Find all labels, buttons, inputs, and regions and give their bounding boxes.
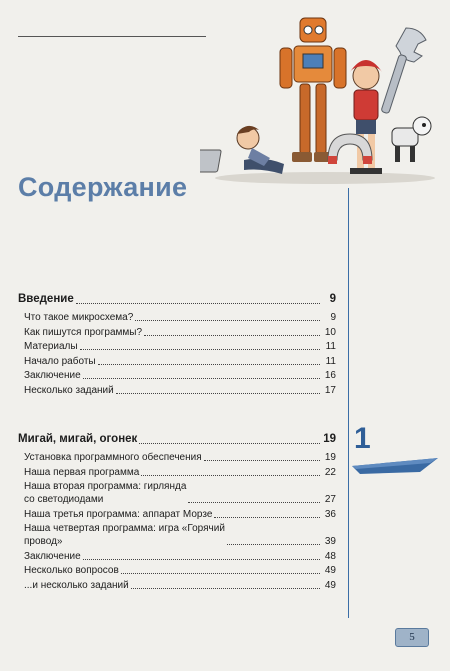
toc-entry[interactable] (18, 579, 336, 592)
dot-leader (204, 460, 320, 461)
toc-entry-page: 39 (324, 536, 336, 547)
toc-entry-page: 9 (329, 293, 336, 305)
toc-section-blink (18, 432, 336, 593)
toc-entry-label: Наша вторая программа: гирлянда со светодиодами (24, 481, 187, 505)
top-rule (18, 36, 206, 37)
toc-entry-label: Заключение (24, 370, 81, 381)
dot-leader (121, 573, 320, 574)
toc-entry-label: Мигай, мигай, огонек (18, 433, 138, 445)
dot-leader (141, 475, 320, 476)
toc-entry[interactable] (18, 384, 336, 397)
toc-entry-label: Наша первая программа (24, 466, 140, 478)
toc-entry[interactable] (18, 355, 336, 368)
toc-entry[interactable] (18, 451, 336, 464)
toc-entry-label: Наша четвертая программа: игра «Горячий провод» (24, 523, 225, 547)
toc-entry-page: 49 (324, 579, 336, 591)
dot-leader (83, 378, 320, 379)
chapter-swoosh-icon (350, 454, 442, 476)
toc-entry-label: Установка программного обеспечения (24, 452, 202, 463)
toc-entry-label: Несколько вопросов (24, 565, 119, 576)
toc-entry-page: 36 (324, 508, 336, 520)
toc-entry-page: 11 (325, 341, 336, 352)
dot-leader (98, 364, 320, 365)
toc-entry-page: 17 (324, 384, 336, 396)
toc-entry-page: 16 (324, 370, 336, 381)
dot-leader (139, 443, 320, 444)
dot-leader (188, 502, 320, 503)
toc-entry-label: Наша третья программа: аппарат Морзе (24, 508, 213, 520)
toc-entry[interactable] (18, 311, 336, 324)
toc-entry-label: Как пишутся программы? (24, 326, 143, 338)
robot-illustration (200, 10, 450, 185)
toc-entry[interactable] (18, 369, 336, 382)
chapter-side-rule (348, 188, 349, 618)
toc-entry-page: 11 (325, 355, 336, 367)
toc-entry-label: Начало работы (24, 355, 96, 367)
toc-entry-label: Несколько заданий (24, 384, 114, 396)
toc-entry[interactable] (18, 326, 336, 339)
toc-entry[interactable] (18, 522, 336, 548)
toc-entry-page: 19 (323, 433, 336, 445)
chapter-number: 1 (354, 422, 371, 455)
toc-entry[interactable] (18, 340, 336, 353)
toc-entry[interactable] (18, 508, 336, 521)
toc-entry-label: Материалы (24, 341, 78, 352)
toc-entry-label: Что такое микросхема? (24, 312, 134, 323)
toc-entry-page: 19 (324, 452, 336, 463)
toc-entry-page: 48 (324, 550, 336, 562)
dot-leader (116, 393, 320, 394)
dot-leader (131, 588, 320, 589)
page-title: Содержание (18, 172, 188, 202)
toc-entry-label: Заключение (24, 550, 81, 562)
boy-figure (200, 126, 284, 174)
toc-entry-label: Введение (18, 293, 74, 305)
robot-dog-figure (392, 117, 431, 162)
toc-entry[interactable] (18, 550, 336, 563)
page-number-badge: 5 (395, 628, 429, 647)
toc-entry-page: 10 (324, 326, 336, 338)
wrench-icon (381, 28, 426, 114)
toc-entry-page: 22 (324, 466, 336, 478)
toc-section-introduction (18, 292, 336, 398)
dot-leader (214, 517, 320, 518)
dot-leader (80, 349, 320, 350)
toc-entry[interactable] (18, 466, 336, 479)
dot-leader (76, 303, 320, 304)
toc-entry-page: 49 (324, 565, 336, 576)
toc-entry-page: 9 (330, 312, 336, 323)
toc-entry[interactable] (18, 564, 336, 577)
toc-entry-page: 27 (324, 494, 336, 505)
dot-leader (135, 320, 320, 321)
toc-entry[interactable] (18, 292, 336, 307)
toc-entry-label: ...и несколько заданий (24, 579, 129, 591)
dot-leader (83, 559, 320, 560)
dot-leader (227, 544, 320, 545)
toc-entry[interactable] (18, 432, 336, 447)
dot-leader (144, 335, 320, 336)
toc-entry[interactable] (18, 480, 336, 506)
